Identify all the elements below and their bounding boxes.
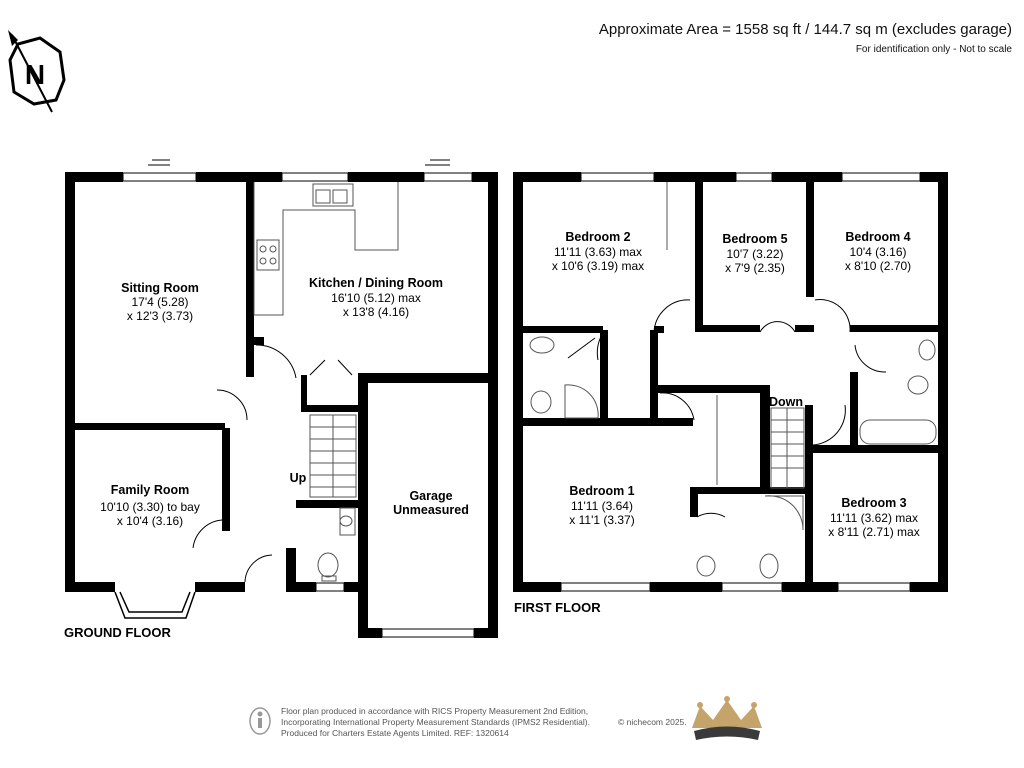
bedroom1-name: Bedroom 1 bbox=[569, 484, 635, 498]
bedroom1-dim1: 11'11 (3.64) bbox=[571, 499, 633, 513]
footer-disclaimer bbox=[281, 706, 590, 739]
family-room-dim2: x 10'4 (3.16) bbox=[116, 514, 184, 528]
bedroom1-dim2: x 11'1 (3.37) bbox=[569, 513, 635, 527]
footer-line-1: Floor plan produced in accordance with RICS Property Measurement 2nd Edition, bbox=[281, 706, 589, 716]
approximate-area-text: Approximate Area = 1558 sq ft / 144.7 sq m (excludes garage) bbox=[598, 21, 1012, 38]
footer-line-2: Incorporating International Property Measurement Standards (IPMS2 Residential). bbox=[281, 717, 590, 727]
bedroom5-dim2: x 7'9 (2.35) bbox=[725, 261, 785, 275]
footer-line-3: Produced for Charters Estate Agents Limited. REF: 1320614 bbox=[281, 728, 509, 738]
bedroom2-dim1: 11'11 (3.63) max bbox=[554, 245, 642, 259]
ground-stairs-label: Up bbox=[289, 471, 307, 485]
copyright-text: © nichecom 2025. bbox=[618, 717, 687, 727]
first-floor-label: FIRST FLOOR bbox=[514, 600, 601, 615]
bedroom5-dim1: 10'7 (3.22) bbox=[726, 247, 784, 261]
bedroom2-dim2: x 10'6 (3.19) max bbox=[551, 259, 645, 273]
bedroom4-name: Bedroom 4 bbox=[845, 230, 911, 244]
crown-logo-icon bbox=[692, 696, 762, 740]
ground-floor-label: GROUND FLOOR bbox=[64, 625, 171, 640]
garage-name: Garage bbox=[409, 489, 453, 503]
first-stairs-label: Down bbox=[768, 395, 804, 409]
bedroom4-dim1: 10'4 (3.16) bbox=[849, 245, 907, 259]
kitchen-dim1: 16'10 (5.12) max bbox=[331, 291, 421, 305]
bedroom2-name: Bedroom 2 bbox=[565, 230, 631, 244]
bedroom3-dim1: 11'11 (3.62) max bbox=[830, 511, 918, 525]
sitting-room-dim1: 17'4 (5.28) bbox=[131, 295, 189, 309]
bedroom4-dim2: x 8'10 (2.70) bbox=[844, 259, 912, 273]
bedroom5-name: Bedroom 5 bbox=[722, 232, 788, 246]
ground-windows bbox=[66, 160, 474, 637]
sitting-room-name: Sitting Room bbox=[121, 281, 199, 295]
ground-wc bbox=[318, 508, 355, 581]
ground-floor-walls bbox=[65, 172, 498, 638]
ground-stairs bbox=[310, 415, 356, 497]
first-stairs bbox=[771, 408, 804, 488]
ground-room-labels bbox=[64, 276, 469, 640]
kitchen-name: Kitchen / Dining Room bbox=[308, 276, 444, 290]
person-info-icon bbox=[250, 708, 270, 734]
north-compass-icon bbox=[8, 30, 64, 112]
garage-dim: Unmeasured bbox=[393, 503, 469, 517]
bay-window bbox=[115, 592, 195, 618]
sitting-room-dim2: x 12'3 (3.73) bbox=[126, 309, 194, 323]
scale-note-text: For identification only - Not to scale bbox=[855, 44, 1012, 55]
bedroom3-name: Bedroom 3 bbox=[841, 496, 907, 510]
family-room-name: Family Room bbox=[110, 483, 190, 497]
family-room-dim1: 10'10 (3.30) to bay bbox=[100, 500, 200, 514]
compass-letter: N bbox=[24, 59, 46, 90]
bedroom3-dim2: x 8'11 (2.71) max bbox=[828, 525, 920, 539]
kitchen-dim2: x 13'8 (4.16) bbox=[342, 305, 410, 319]
